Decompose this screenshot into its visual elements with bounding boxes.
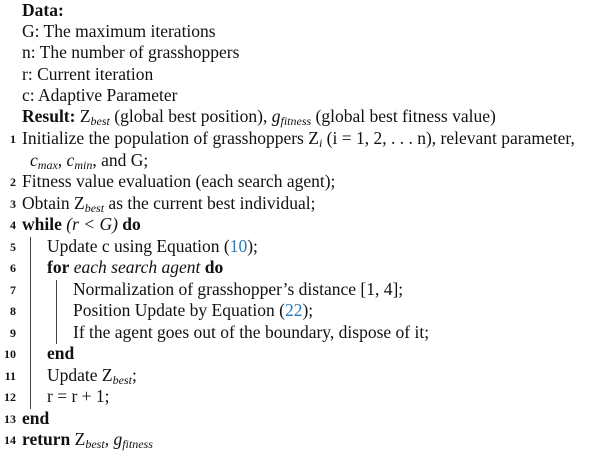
line-text bbox=[22, 193, 315, 214]
keyword-end: end bbox=[22, 408, 50, 428]
text-segment: Update Z bbox=[47, 365, 113, 385]
subscript: min bbox=[74, 158, 93, 172]
line-number: 12 bbox=[4, 390, 16, 404]
result-label: Result: bbox=[22, 106, 76, 126]
line-number: 1 bbox=[10, 132, 16, 146]
line-number: 7 bbox=[10, 283, 16, 297]
line-text bbox=[47, 365, 137, 386]
z-description: (global best position), bbox=[109, 106, 272, 126]
text-segment: ); bbox=[247, 236, 258, 256]
keyword-end: end bbox=[47, 343, 75, 363]
text-segment: , c bbox=[57, 150, 75, 170]
z-symbol: Z bbox=[70, 429, 86, 449]
line-text bbox=[73, 300, 313, 321]
keyword-for: for bbox=[47, 257, 70, 277]
line-text bbox=[22, 214, 141, 235]
keyword-do: do bbox=[122, 214, 141, 234]
c-symbol: c bbox=[30, 150, 38, 170]
text-segment: ; bbox=[131, 365, 137, 385]
subscript: fitness bbox=[122, 437, 153, 451]
g-symbol: g bbox=[271, 106, 281, 126]
keyword-return: return bbox=[22, 429, 71, 449]
text-segment: as the current best individual; bbox=[104, 193, 316, 213]
keyword-do: do bbox=[204, 257, 224, 277]
line-number: 11 bbox=[4, 369, 16, 383]
data-item-text: r: Current iteration bbox=[22, 64, 154, 84]
for-block-bar bbox=[56, 280, 57, 344]
line-text bbox=[47, 236, 258, 257]
line-number: 6 bbox=[10, 261, 16, 275]
text-segment: ); bbox=[302, 300, 314, 320]
data-label: Data: bbox=[22, 0, 64, 20]
equation-link[interactable]: 10 bbox=[229, 236, 248, 256]
subscript: best bbox=[84, 201, 105, 215]
line-number: 10 bbox=[4, 347, 16, 361]
line-text bbox=[30, 150, 148, 171]
line-number: 13 bbox=[4, 412, 16, 426]
line-number: 5 bbox=[10, 240, 16, 254]
data-item-text: c: Adaptive Parameter bbox=[22, 85, 178, 105]
line-text: If the agent goes out of the boundary, dispose of it; bbox=[73, 322, 430, 342]
data-item-text: n: The number of grasshoppers bbox=[22, 42, 240, 62]
line-text: r = r + 1; bbox=[47, 386, 110, 406]
line-number: 9 bbox=[10, 326, 16, 340]
text-segment: , and G; bbox=[92, 150, 149, 170]
g-description: (global best fitness value) bbox=[311, 106, 496, 126]
g-symbol: , g bbox=[104, 429, 123, 449]
condition: each search agent bbox=[69, 257, 205, 277]
condition: (r < G) bbox=[61, 214, 123, 234]
z-subscript: best bbox=[90, 114, 110, 128]
subscript: max bbox=[37, 158, 58, 172]
line-number: 14 bbox=[4, 433, 16, 447]
text-segment: Obtain Z bbox=[22, 193, 85, 213]
line-number: 4 bbox=[10, 218, 16, 232]
text-segment: Position Update by Equation ( bbox=[73, 300, 285, 320]
line-number: 3 bbox=[10, 197, 16, 211]
subscript: best bbox=[112, 373, 132, 387]
line-number: 2 bbox=[10, 175, 16, 189]
line-text bbox=[22, 128, 575, 149]
line-text bbox=[22, 429, 153, 450]
subscript: i bbox=[318, 136, 323, 150]
data-item-text: G: The maximum iterations bbox=[22, 21, 216, 41]
while-block-bar bbox=[30, 237, 31, 409]
line-text bbox=[47, 257, 223, 278]
subscript: best bbox=[85, 437, 105, 451]
text-segment: Update c using Equation ( bbox=[47, 236, 230, 256]
result-text bbox=[22, 106, 496, 127]
line-text: Normalization of grasshopper’s distance [1, 4]; bbox=[73, 279, 404, 299]
z-symbol: Z bbox=[79, 106, 91, 126]
equation-link[interactable]: 22 bbox=[284, 300, 303, 320]
line-number: 8 bbox=[10, 304, 16, 318]
keyword-while: while bbox=[22, 214, 62, 234]
text-segment: Initialize the population of grasshoppers Z bbox=[22, 128, 319, 148]
text-segment: (i = 1, 2, . . . n), relevant parameter, bbox=[322, 128, 575, 148]
g-subscript: fitness bbox=[280, 114, 312, 128]
line-text: Fitness value evaluation (each search agent); bbox=[22, 171, 336, 191]
